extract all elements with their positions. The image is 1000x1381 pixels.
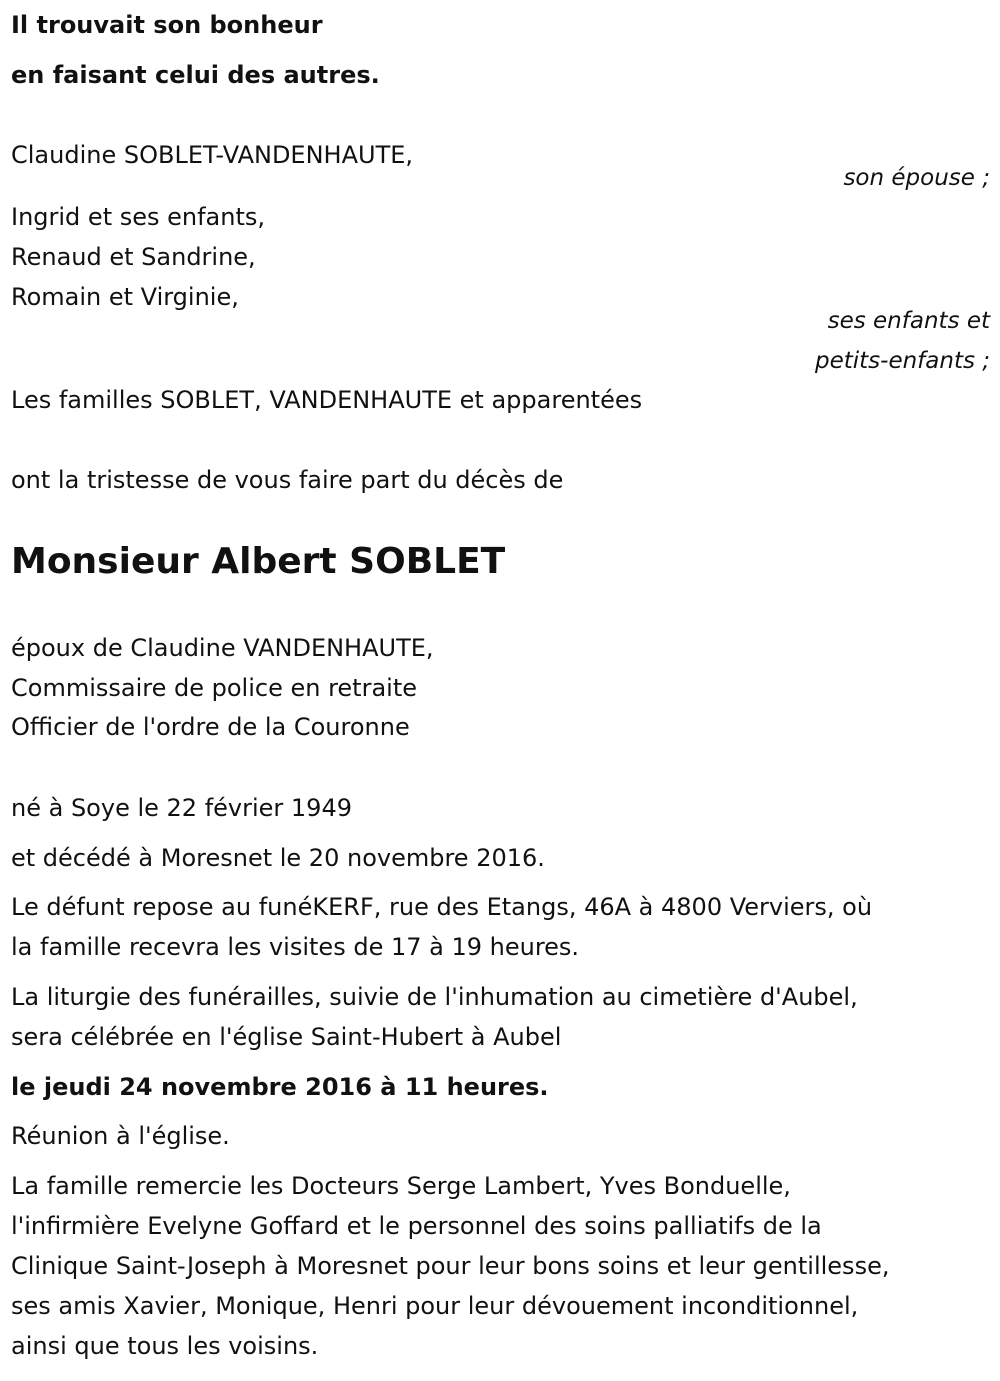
meeting-line: Réunion à l'église.: [11, 1122, 230, 1150]
rest-line-1: Le défunt repose au funéKERF, rue des Etangs, 46A à 4800 Verviers, où: [11, 893, 873, 921]
children-role-line-2: petits-enfants ;: [814, 348, 990, 374]
child-line-2: Renaud et Sandrine,: [11, 243, 256, 271]
children-role-line-1: ses enfants et: [827, 308, 990, 334]
thanks-line-1: La famille remercie les Docteurs Serge Lambert, Yves Bonduelle,: [11, 1172, 791, 1200]
thanks-line-4: ses amis Xavier, Monique, Henri pour leur dévouement inconditionnel,: [11, 1292, 859, 1320]
ceremony-line-1: La liturgie des funérailles, suivie de l'inhumation au cimetière d'Aubel,: [11, 983, 858, 1011]
thanks-line-5: ainsi que tous les voisins.: [11, 1332, 319, 1360]
motto-line-2: en faisant celui des autres.: [11, 61, 380, 89]
deceased-detail-1: époux de Claudine VANDENHAUTE,: [11, 634, 434, 662]
ceremony-line-2: sera célébrée en l'église Saint-Hubert à Aubel: [11, 1023, 562, 1051]
thanks-line-2: l'infirmière Evelyne Goffard et le personnel des soins palliatifs de la: [11, 1212, 822, 1240]
birth-line: né à Soye le 22 février 1949: [11, 794, 352, 822]
families-line: Les familles SOBLET, VANDENHAUTE et apparentées: [11, 386, 643, 414]
spouse-name: Claudine SOBLET-VANDENHAUTE,: [11, 141, 414, 169]
deceased-detail-2: Commissaire de police en retraite: [11, 674, 417, 702]
child-line-3: Romain et Virginie,: [11, 283, 239, 311]
deceased-name: Monsieur Albert SOBLET: [11, 541, 506, 582]
deceased-detail-3: Officier de l'ordre de la Couronne: [11, 713, 410, 741]
child-line-1: Ingrid et ses enfants,: [11, 203, 266, 231]
death-line: et décédé à Moresnet le 20 novembre 2016.: [11, 844, 545, 872]
rest-line-2: la famille recevra les visites de 17 à 19 heures.: [11, 933, 580, 961]
motto-line-1: Il trouvait son bonheur: [11, 11, 323, 39]
thanks-line-3: Clinique Saint-Joseph à Moresnet pour leur bons soins et leur gentillesse,: [11, 1252, 890, 1280]
ceremony-date: le jeudi 24 novembre 2016 à 11 heures.: [11, 1073, 549, 1101]
announcement-line: ont la tristesse de vous faire part du décès de: [11, 466, 564, 494]
spouse-role: son épouse ;: [843, 165, 990, 191]
